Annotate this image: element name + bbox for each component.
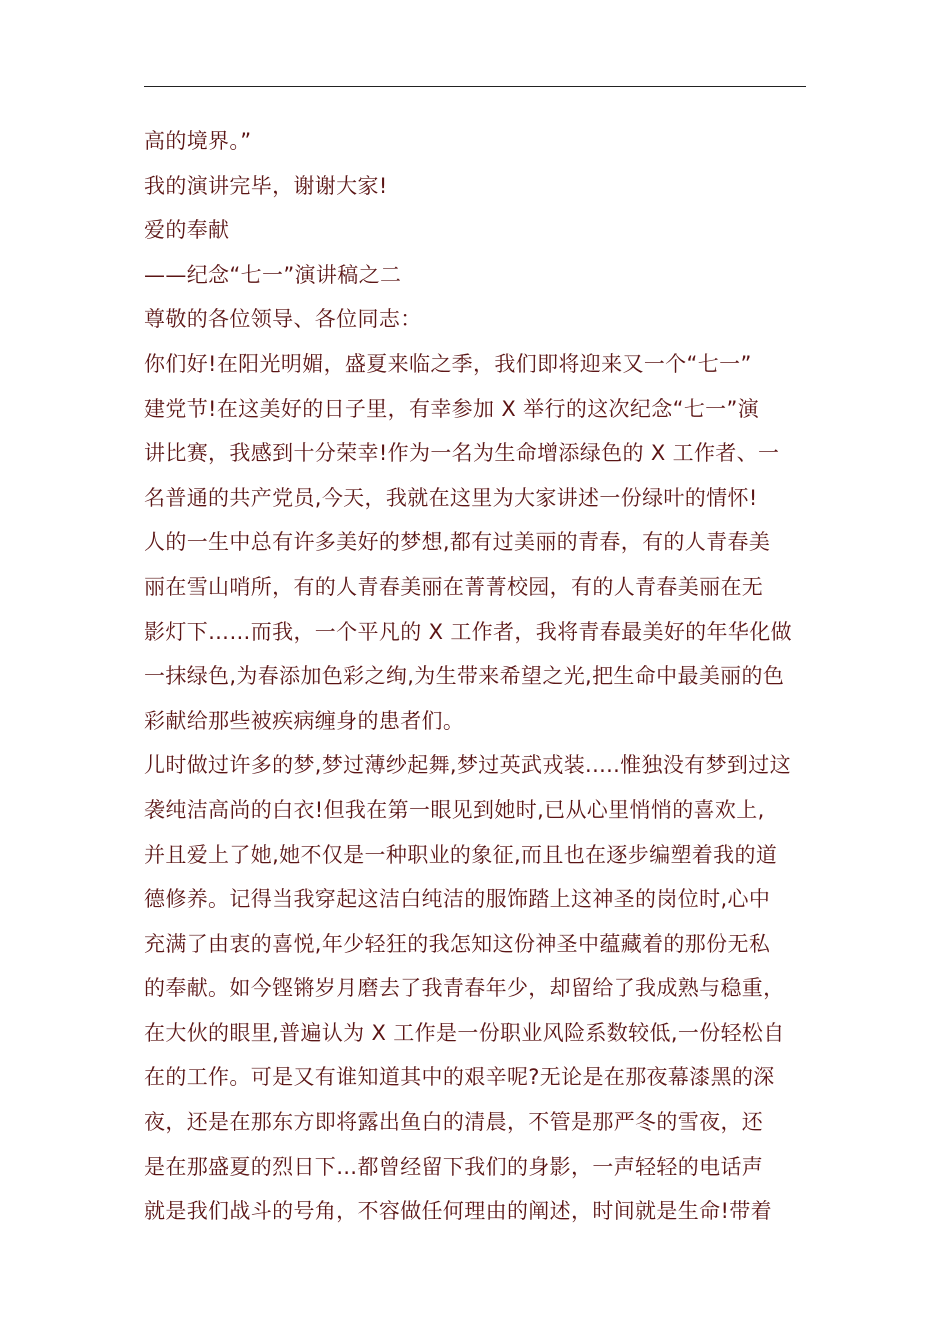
section-title: 爱的奉献 <box>144 218 230 243</box>
text-line: 讲比赛，我感到十分荣幸!作为一名为生命增添绿色的 X 工作者、一 <box>144 441 780 466</box>
text-line: 一抹绿色,为春添加色彩之绚,为生带来希望之光,把生命中最美丽的色 <box>144 664 785 689</box>
text-line: 你们好!在阳光明媚，盛夏来临之季，我们即将迎来又一个“七一” <box>144 351 752 376</box>
text-line: 高的境界。” <box>144 129 252 153</box>
document-body <box>144 119 808 1234</box>
text-line: 的奉献。如今铿锵岁月磨去了我青春年少，却留给了我成熟与稳重， <box>144 976 785 1001</box>
text-line: 丽在雪山哨所，有的人青春美丽在菁菁校园，有的人青春美丽在无 <box>144 574 764 599</box>
text-line: 充满了由衷的喜悦,年少轻狂的我怎知这份神圣中蕴藏着的那份无私 <box>144 931 771 956</box>
text-line: 儿时做过许多的梦,梦过薄纱起舞,梦过英武戎装.....惟独没有梦到过这 <box>144 753 791 778</box>
header-rule <box>144 86 806 87</box>
salutation: 尊敬的各位领导、各位同志： <box>144 307 422 332</box>
section-subtitle: ——纪念“七一”演讲稿之二 <box>144 262 402 287</box>
text-line: 建党节!在这美好的日子里，有幸参加 X 举行的这次纪念“七一”演 <box>144 396 760 421</box>
text-line: 人的一生中总有许多美好的梦想,都有过美丽的青春，有的人青春美 <box>144 530 771 555</box>
text-line: 并且爱上了她,她不仅是一种职业的象征,而且也在逐步编塑着我的道 <box>144 842 778 867</box>
text-line: 就是我们战斗的号角，不容做任何理由的阐述，时间就是生命!带着 <box>144 1199 772 1224</box>
text-line: 是在那盛夏的烈日下…都曾经留下我们的身影，一声轻轻的电话声 <box>144 1154 764 1179</box>
text-line: 在的工作。可是又有谁知道其中的艰辛呢?无论是在那夜幕漆黑的深 <box>144 1065 775 1090</box>
text-line: 名普通的共产党员,今天，我就在这里为大家讲述一份绿叶的情怀! <box>144 485 758 510</box>
text-line: 在大伙的眼里,普遍认为 X 工作是一份职业风险系数较低,一份轻松自 <box>144 1020 785 1045</box>
text-line: 影灯下……而我，一个平凡的 X 工作者，我将青春最美好的年华化做 <box>144 619 792 644</box>
text-line: 我的演讲完毕，谢谢大家! <box>144 173 388 198</box>
text-line: 夜，还是在那东方即将露出鱼白的清晨，不管是那严冬的雪夜，还 <box>144 1110 764 1135</box>
text-line: 德修养。记得当我穿起这洁白纯洁的服饰踏上这神圣的岗位时,心中 <box>144 887 771 912</box>
text-line: 袭纯洁高尚的白衣!但我在第一眼见到她时,已从心里悄悄的喜欢上, <box>144 797 765 822</box>
text-line: 彩献给那些被疾病缠身的患者们。 <box>144 708 465 733</box>
